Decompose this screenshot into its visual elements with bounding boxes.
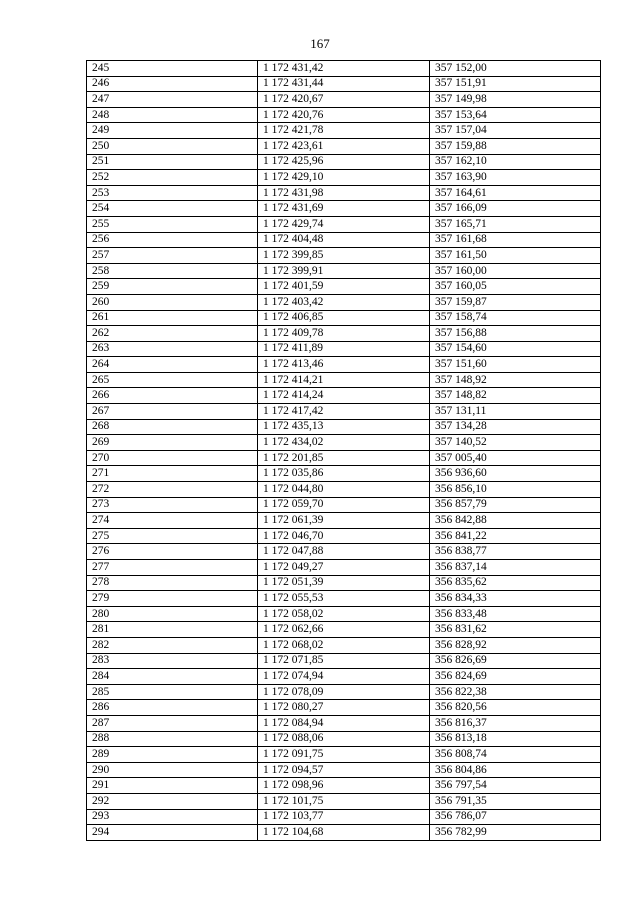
point-number-cell: 263 xyxy=(87,341,258,357)
x-coordinate-cell: 1 172 046,70 xyxy=(258,528,430,544)
table-row xyxy=(87,232,601,248)
table-row xyxy=(87,513,601,529)
point-number-cell: 266 xyxy=(87,388,258,404)
point-number-cell: 272 xyxy=(87,482,258,498)
table-row xyxy=(87,684,601,700)
x-coordinate-cell: 1 172 403,42 xyxy=(258,294,430,310)
point-number-cell: 273 xyxy=(87,497,258,513)
point-number-cell: 292 xyxy=(87,793,258,809)
y-coordinate-cell: 356 936,60 xyxy=(430,466,601,482)
x-coordinate-cell: 1 172 098,96 xyxy=(258,778,430,794)
point-number-cell: 249 xyxy=(87,123,258,139)
point-number-cell: 282 xyxy=(87,637,258,653)
x-coordinate-cell: 1 172 088,06 xyxy=(258,731,430,747)
x-coordinate-cell: 1 172 059,70 xyxy=(258,497,430,513)
y-coordinate-cell: 357 159,87 xyxy=(430,294,601,310)
x-coordinate-cell: 1 172 431,69 xyxy=(258,201,430,217)
x-coordinate-cell: 1 172 074,94 xyxy=(258,669,430,685)
table-row xyxy=(87,154,601,170)
y-coordinate-cell: 357 158,74 xyxy=(430,310,601,326)
point-number-cell: 288 xyxy=(87,731,258,747)
x-coordinate-cell: 1 172 414,21 xyxy=(258,372,430,388)
x-coordinate-cell: 1 172 431,98 xyxy=(258,185,430,201)
x-coordinate-cell: 1 172 406,85 xyxy=(258,310,430,326)
x-coordinate-cell: 1 172 058,02 xyxy=(258,606,430,622)
y-coordinate-cell: 357 131,11 xyxy=(430,404,601,420)
table-row xyxy=(87,482,601,498)
point-number-cell: 268 xyxy=(87,419,258,435)
x-coordinate-cell: 1 172 062,66 xyxy=(258,622,430,638)
table-row xyxy=(87,123,601,139)
y-coordinate-cell: 356 826,69 xyxy=(430,653,601,669)
point-number-cell: 253 xyxy=(87,185,258,201)
y-coordinate-cell: 356 828,92 xyxy=(430,637,601,653)
y-coordinate-cell: 357 151,91 xyxy=(430,76,601,92)
table-row xyxy=(87,107,601,123)
x-coordinate-cell: 1 172 101,75 xyxy=(258,793,430,809)
point-number-cell: 251 xyxy=(87,154,258,170)
point-number-cell: 290 xyxy=(87,762,258,778)
point-number-cell: 283 xyxy=(87,653,258,669)
y-coordinate-cell: 357 162,10 xyxy=(430,154,601,170)
y-coordinate-cell: 357 149,98 xyxy=(430,92,601,108)
y-coordinate-cell: 357 154,60 xyxy=(430,341,601,357)
table-row xyxy=(87,310,601,326)
x-coordinate-cell: 1 172 084,94 xyxy=(258,715,430,731)
x-coordinate-cell: 1 172 094,57 xyxy=(258,762,430,778)
y-coordinate-cell: 357 161,50 xyxy=(430,248,601,264)
y-coordinate-cell: 357 157,04 xyxy=(430,123,601,139)
y-coordinate-cell: 356 841,22 xyxy=(430,528,601,544)
table-row xyxy=(87,669,601,685)
point-number-cell: 260 xyxy=(87,294,258,310)
point-number-cell: 264 xyxy=(87,357,258,373)
x-coordinate-cell: 1 172 435,13 xyxy=(258,419,430,435)
table-row xyxy=(87,404,601,420)
point-number-cell: 265 xyxy=(87,372,258,388)
table-row xyxy=(87,61,601,77)
coordinates-table xyxy=(86,60,601,841)
x-coordinate-cell: 1 172 078,09 xyxy=(258,684,430,700)
page-number: 167 xyxy=(310,36,330,51)
y-coordinate-cell: 357 160,05 xyxy=(430,279,601,295)
table-row xyxy=(87,793,601,809)
x-coordinate-cell: 1 172 425,96 xyxy=(258,154,430,170)
table-row xyxy=(87,762,601,778)
x-coordinate-cell: 1 172 420,76 xyxy=(258,107,430,123)
table-row xyxy=(87,778,601,794)
y-coordinate-cell: 357 005,40 xyxy=(430,450,601,466)
table-row xyxy=(87,560,601,576)
table-row xyxy=(87,372,601,388)
y-coordinate-cell: 357 165,71 xyxy=(430,216,601,232)
point-number-cell: 261 xyxy=(87,310,258,326)
y-coordinate-cell: 356 857,79 xyxy=(430,497,601,513)
y-coordinate-cell: 357 164,61 xyxy=(430,185,601,201)
table-row xyxy=(87,544,601,560)
point-number-cell: 278 xyxy=(87,575,258,591)
y-coordinate-cell: 356 820,56 xyxy=(430,700,601,716)
x-coordinate-cell: 1 172 055,53 xyxy=(258,591,430,607)
point-number-cell: 276 xyxy=(87,544,258,560)
point-number-cell: 271 xyxy=(87,466,258,482)
x-coordinate-cell: 1 172 049,27 xyxy=(258,560,430,576)
table-row xyxy=(87,92,601,108)
y-coordinate-cell: 356 791,35 xyxy=(430,793,601,809)
x-coordinate-cell: 1 172 434,02 xyxy=(258,435,430,451)
point-number-cell: 256 xyxy=(87,232,258,248)
point-number-cell: 259 xyxy=(87,279,258,295)
x-coordinate-cell: 1 172 429,74 xyxy=(258,216,430,232)
table-row xyxy=(87,606,601,622)
point-number-cell: 267 xyxy=(87,404,258,420)
y-coordinate-cell: 356 837,14 xyxy=(430,560,601,576)
x-coordinate-cell: 1 172 103,77 xyxy=(258,809,430,825)
point-number-cell: 257 xyxy=(87,248,258,264)
x-coordinate-cell: 1 172 401,59 xyxy=(258,279,430,295)
point-number-cell: 247 xyxy=(87,92,258,108)
y-coordinate-cell: 357 140,52 xyxy=(430,435,601,451)
point-number-cell: 258 xyxy=(87,263,258,279)
y-coordinate-cell: 356 838,77 xyxy=(430,544,601,560)
point-number-cell: 275 xyxy=(87,528,258,544)
point-number-cell: 286 xyxy=(87,700,258,716)
table-row xyxy=(87,357,601,373)
point-number-cell: 287 xyxy=(87,715,258,731)
point-number-cell: 291 xyxy=(87,778,258,794)
table-row xyxy=(87,294,601,310)
point-number-cell: 285 xyxy=(87,684,258,700)
y-coordinate-cell: 356 786,07 xyxy=(430,809,601,825)
table-row xyxy=(87,279,601,295)
x-coordinate-cell: 1 172 061,39 xyxy=(258,513,430,529)
table-row xyxy=(87,76,601,92)
point-number-cell: 262 xyxy=(87,326,258,342)
point-number-cell: 248 xyxy=(87,107,258,123)
x-coordinate-cell: 1 172 068,02 xyxy=(258,637,430,653)
table-row xyxy=(87,419,601,435)
table-row xyxy=(87,263,601,279)
y-coordinate-cell: 356 842,88 xyxy=(430,513,601,529)
y-coordinate-cell: 356 782,99 xyxy=(430,825,601,841)
point-number-cell: 277 xyxy=(87,560,258,576)
x-coordinate-cell: 1 172 423,61 xyxy=(258,138,430,154)
table-row xyxy=(87,466,601,482)
table-row xyxy=(87,435,601,451)
y-coordinate-cell: 357 159,88 xyxy=(430,138,601,154)
y-coordinate-cell: 357 153,64 xyxy=(430,107,601,123)
y-coordinate-cell: 357 152,00 xyxy=(430,61,601,77)
x-coordinate-cell: 1 172 044,80 xyxy=(258,482,430,498)
y-coordinate-cell: 356 813,18 xyxy=(430,731,601,747)
point-number-cell: 279 xyxy=(87,591,258,607)
x-coordinate-cell: 1 172 091,75 xyxy=(258,747,430,763)
y-coordinate-cell: 356 808,74 xyxy=(430,747,601,763)
x-coordinate-cell: 1 172 104,68 xyxy=(258,825,430,841)
y-coordinate-cell: 356 816,37 xyxy=(430,715,601,731)
table-row xyxy=(87,731,601,747)
table-row xyxy=(87,138,601,154)
y-coordinate-cell: 357 163,90 xyxy=(430,170,601,186)
point-number-cell: 254 xyxy=(87,201,258,217)
x-coordinate-cell: 1 172 414,24 xyxy=(258,388,430,404)
table-row xyxy=(87,575,601,591)
table-row xyxy=(87,326,601,342)
y-coordinate-cell: 357 151,60 xyxy=(430,357,601,373)
y-coordinate-cell: 356 797,54 xyxy=(430,778,601,794)
y-coordinate-cell: 357 166,09 xyxy=(430,201,601,217)
table-row xyxy=(87,809,601,825)
point-number-cell: 250 xyxy=(87,138,258,154)
point-number-cell: 289 xyxy=(87,747,258,763)
x-coordinate-cell: 1 172 413,46 xyxy=(258,357,430,373)
x-coordinate-cell: 1 172 201,85 xyxy=(258,450,430,466)
x-coordinate-cell: 1 172 399,91 xyxy=(258,263,430,279)
table-row xyxy=(87,825,601,841)
y-coordinate-cell: 356 804,86 xyxy=(430,762,601,778)
table-row xyxy=(87,747,601,763)
y-coordinate-cell: 357 148,82 xyxy=(430,388,601,404)
table-row xyxy=(87,653,601,669)
point-number-cell: 245 xyxy=(87,61,258,77)
x-coordinate-cell: 1 172 404,48 xyxy=(258,232,430,248)
x-coordinate-cell: 1 172 399,85 xyxy=(258,248,430,264)
point-number-cell: 270 xyxy=(87,450,258,466)
x-coordinate-cell: 1 172 431,44 xyxy=(258,76,430,92)
y-coordinate-cell: 356 833,48 xyxy=(430,606,601,622)
point-number-cell: 269 xyxy=(87,435,258,451)
y-coordinate-cell: 357 161,68 xyxy=(430,232,601,248)
table-row xyxy=(87,216,601,232)
table-row xyxy=(87,388,601,404)
x-coordinate-cell: 1 172 421,78 xyxy=(258,123,430,139)
y-coordinate-cell: 356 856,10 xyxy=(430,482,601,498)
coordinates-table-body xyxy=(87,61,601,841)
point-number-cell: 274 xyxy=(87,513,258,529)
table-row xyxy=(87,622,601,638)
table-row xyxy=(87,170,601,186)
x-coordinate-cell: 1 172 431,42 xyxy=(258,61,430,77)
x-coordinate-cell: 1 172 409,78 xyxy=(258,326,430,342)
x-coordinate-cell: 1 172 429,10 xyxy=(258,170,430,186)
table-row xyxy=(87,497,601,513)
table-row xyxy=(87,637,601,653)
x-coordinate-cell: 1 172 411,89 xyxy=(258,341,430,357)
y-coordinate-cell: 356 824,69 xyxy=(430,669,601,685)
y-coordinate-cell: 356 834,33 xyxy=(430,591,601,607)
point-number-cell: 255 xyxy=(87,216,258,232)
table-row xyxy=(87,700,601,716)
x-coordinate-cell: 1 172 417,42 xyxy=(258,404,430,420)
y-coordinate-cell: 357 160,00 xyxy=(430,263,601,279)
table-row xyxy=(87,201,601,217)
x-coordinate-cell: 1 172 035,86 xyxy=(258,466,430,482)
table-row xyxy=(87,248,601,264)
x-coordinate-cell: 1 172 080,27 xyxy=(258,700,430,716)
y-coordinate-cell: 357 148,92 xyxy=(430,372,601,388)
y-coordinate-cell: 356 831,62 xyxy=(430,622,601,638)
y-coordinate-cell: 356 822,38 xyxy=(430,684,601,700)
x-coordinate-cell: 1 172 071,85 xyxy=(258,653,430,669)
table-row xyxy=(87,450,601,466)
table-row xyxy=(87,528,601,544)
point-number-cell: 246 xyxy=(87,76,258,92)
point-number-cell: 293 xyxy=(87,809,258,825)
x-coordinate-cell: 1 172 420,67 xyxy=(258,92,430,108)
point-number-cell: 294 xyxy=(87,825,258,841)
x-coordinate-cell: 1 172 051,39 xyxy=(258,575,430,591)
point-number-cell: 284 xyxy=(87,669,258,685)
y-coordinate-cell: 357 156,88 xyxy=(430,326,601,342)
x-coordinate-cell: 1 172 047,88 xyxy=(258,544,430,560)
point-number-cell: 252 xyxy=(87,170,258,186)
point-number-cell: 281 xyxy=(87,622,258,638)
y-coordinate-cell: 357 134,28 xyxy=(430,419,601,435)
y-coordinate-cell: 356 835,62 xyxy=(430,575,601,591)
table-row xyxy=(87,185,601,201)
point-number-cell: 280 xyxy=(87,606,258,622)
table-row xyxy=(87,591,601,607)
table-row xyxy=(87,341,601,357)
table-row xyxy=(87,715,601,731)
